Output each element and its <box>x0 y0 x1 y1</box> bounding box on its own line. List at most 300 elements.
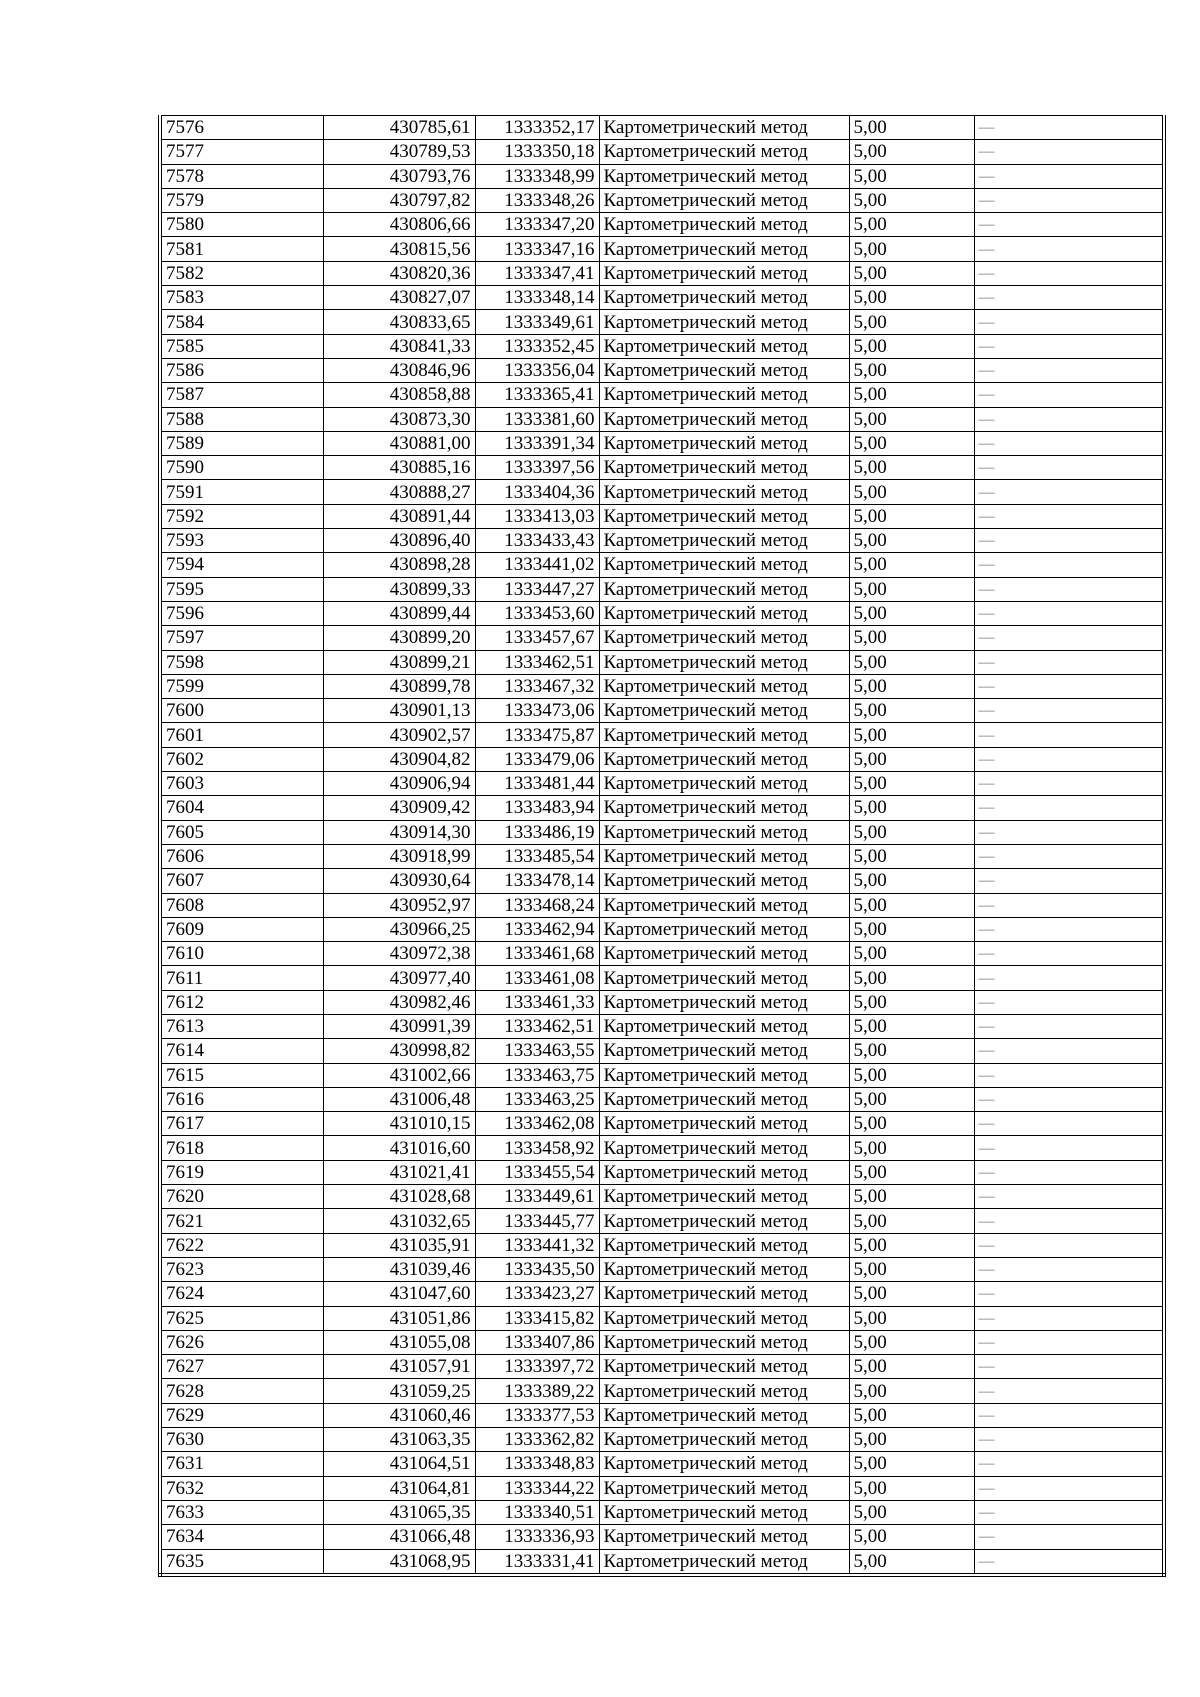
y-coordinate-cell: 1333445,77 <box>475 1209 599 1233</box>
note-cell: — <box>974 601 1164 625</box>
accuracy-cell: 5,00 <box>849 116 974 140</box>
table-row <box>160 1379 1164 1403</box>
table-row <box>160 1306 1164 1330</box>
accuracy-cell: 5,00 <box>849 1087 974 1111</box>
point-number-cell: 7632 <box>160 1476 323 1500</box>
table-row <box>160 164 1164 188</box>
accuracy-cell: 5,00 <box>849 1160 974 1184</box>
point-number-cell: 7610 <box>160 942 323 966</box>
y-coordinate-cell: 1333463,75 <box>475 1063 599 1087</box>
note-cell: — <box>974 310 1164 334</box>
table-row <box>160 1087 1164 1111</box>
y-coordinate-cell: 1333348,14 <box>475 286 599 310</box>
accuracy-cell: 5,00 <box>849 650 974 674</box>
coordinates-table <box>158 115 1166 1577</box>
y-coordinate-cell: 1333447,27 <box>475 577 599 601</box>
accuracy-cell: 5,00 <box>849 1063 974 1087</box>
x-coordinate-cell: 430899,78 <box>323 674 475 698</box>
method-cell: Картометрический метод <box>599 286 849 310</box>
y-coordinate-cell: 1333473,06 <box>475 699 599 723</box>
table-row <box>160 1403 1164 1427</box>
method-cell: Картометрический метод <box>599 650 849 674</box>
y-coordinate-cell: 1333457,67 <box>475 626 599 650</box>
accuracy-cell: 5,00 <box>849 747 974 771</box>
y-coordinate-cell: 1333365,41 <box>475 383 599 407</box>
x-coordinate-cell: 431039,46 <box>323 1257 475 1281</box>
point-number-cell: 7611 <box>160 966 323 990</box>
y-coordinate-cell: 1333413,03 <box>475 504 599 528</box>
method-cell: Картометрический метод <box>599 1403 849 1427</box>
point-number-cell: 7605 <box>160 820 323 844</box>
table-row <box>160 772 1164 796</box>
table-row <box>160 431 1164 455</box>
note-cell: — <box>974 577 1164 601</box>
y-coordinate-cell: 1333356,04 <box>475 358 599 382</box>
method-cell: Картометрический метод <box>599 529 849 553</box>
accuracy-cell: 5,00 <box>849 140 974 164</box>
method-cell: Картометрический метод <box>599 796 849 820</box>
y-coordinate-cell: 1333458,92 <box>475 1136 599 1160</box>
method-cell: Картометрический метод <box>599 1379 849 1403</box>
point-number-cell: 7619 <box>160 1160 323 1184</box>
accuracy-cell: 5,00 <box>849 626 974 650</box>
x-coordinate-cell: 430785,61 <box>323 116 475 140</box>
method-cell: Картометрический метод <box>599 577 849 601</box>
method-cell: Картометрический метод <box>599 164 849 188</box>
x-coordinate-cell: 430827,07 <box>323 286 475 310</box>
table-row <box>160 990 1164 1014</box>
x-coordinate-cell: 431063,35 <box>323 1428 475 1452</box>
accuracy-cell: 5,00 <box>849 1306 974 1330</box>
note-cell: — <box>974 772 1164 796</box>
note-cell: — <box>974 1379 1164 1403</box>
table-row <box>160 504 1164 528</box>
method-cell: Картометрический метод <box>599 407 849 431</box>
table-row <box>160 480 1164 504</box>
accuracy-cell: 5,00 <box>849 966 974 990</box>
table-row <box>160 1185 1164 1209</box>
y-coordinate-cell: 1333441,02 <box>475 553 599 577</box>
accuracy-cell: 5,00 <box>849 1039 974 1063</box>
accuracy-cell: 5,00 <box>849 407 974 431</box>
table-row <box>160 261 1164 285</box>
accuracy-cell: 5,00 <box>849 1185 974 1209</box>
x-coordinate-cell: 431002,66 <box>323 1063 475 1087</box>
accuracy-cell: 5,00 <box>849 1233 974 1257</box>
method-cell: Картометрический метод <box>599 480 849 504</box>
point-number-cell: 7633 <box>160 1500 323 1524</box>
y-coordinate-cell: 1333336,93 <box>475 1525 599 1549</box>
point-number-cell: 7580 <box>160 213 323 237</box>
note-cell: — <box>974 1014 1164 1038</box>
point-number-cell: 7595 <box>160 577 323 601</box>
note-cell: — <box>974 383 1164 407</box>
accuracy-cell: 5,00 <box>849 990 974 1014</box>
method-cell: Картометрический метод <box>599 1014 849 1038</box>
y-coordinate-cell: 1333347,16 <box>475 237 599 261</box>
method-cell: Картометрический метод <box>599 140 849 164</box>
y-coordinate-cell: 1333449,61 <box>475 1185 599 1209</box>
method-cell: Картометрический метод <box>599 820 849 844</box>
x-coordinate-cell: 430841,33 <box>323 334 475 358</box>
x-coordinate-cell: 431055,08 <box>323 1330 475 1354</box>
method-cell: Картометрический метод <box>599 990 849 1014</box>
point-number-cell: 7616 <box>160 1087 323 1111</box>
table-row <box>160 1209 1164 1233</box>
accuracy-cell: 5,00 <box>849 1525 974 1549</box>
method-cell: Картометрический метод <box>599 1306 849 1330</box>
y-coordinate-cell: 1333486,19 <box>475 820 599 844</box>
table-row <box>160 116 1164 140</box>
note-cell: — <box>974 699 1164 723</box>
note-cell: — <box>974 1452 1164 1476</box>
method-cell: Картометрический метод <box>599 456 849 480</box>
accuracy-cell: 5,00 <box>849 1452 974 1476</box>
table-row <box>160 334 1164 358</box>
table-row <box>160 1549 1164 1575</box>
note-cell: — <box>974 796 1164 820</box>
table-row <box>160 942 1164 966</box>
y-coordinate-cell: 1333461,68 <box>475 942 599 966</box>
x-coordinate-cell: 431057,91 <box>323 1355 475 1379</box>
x-coordinate-cell: 430793,76 <box>323 164 475 188</box>
table-row <box>160 553 1164 577</box>
x-coordinate-cell: 430820,36 <box>323 261 475 285</box>
table-row <box>160 1282 1164 1306</box>
note-cell: — <box>974 942 1164 966</box>
x-coordinate-cell: 430858,88 <box>323 383 475 407</box>
note-cell: — <box>974 1063 1164 1087</box>
accuracy-cell: 5,00 <box>849 772 974 796</box>
note-cell: — <box>974 626 1164 650</box>
method-cell: Картометрический метод <box>599 213 849 237</box>
table-row <box>160 1355 1164 1379</box>
note-cell: — <box>974 990 1164 1014</box>
y-coordinate-cell: 1333478,14 <box>475 869 599 893</box>
accuracy-cell: 5,00 <box>849 1112 974 1136</box>
accuracy-cell: 5,00 <box>849 1014 974 1038</box>
x-coordinate-cell: 430873,30 <box>323 407 475 431</box>
accuracy-cell: 5,00 <box>849 577 974 601</box>
x-coordinate-cell: 431021,41 <box>323 1160 475 1184</box>
method-cell: Картометрический метод <box>599 1452 849 1476</box>
y-coordinate-cell: 1333347,41 <box>475 261 599 285</box>
note-cell: — <box>974 1039 1164 1063</box>
method-cell: Картометрический метод <box>599 1476 849 1500</box>
note-cell: — <box>974 1330 1164 1354</box>
table-row <box>160 747 1164 771</box>
point-number-cell: 7584 <box>160 310 323 334</box>
point-number-cell: 7629 <box>160 1403 323 1427</box>
note-cell: — <box>974 261 1164 285</box>
y-coordinate-cell: 1333350,18 <box>475 140 599 164</box>
y-coordinate-cell: 1333404,36 <box>475 480 599 504</box>
point-number-cell: 7586 <box>160 358 323 382</box>
method-cell: Картометрический метод <box>599 772 849 796</box>
note-cell: — <box>974 1428 1164 1452</box>
point-number-cell: 7621 <box>160 1209 323 1233</box>
y-coordinate-cell: 1333415,82 <box>475 1306 599 1330</box>
method-cell: Картометрический метод <box>599 674 849 698</box>
point-number-cell: 7626 <box>160 1330 323 1354</box>
point-number-cell: 7624 <box>160 1282 323 1306</box>
note-cell: — <box>974 1355 1164 1379</box>
point-number-cell: 7582 <box>160 261 323 285</box>
x-coordinate-cell: 430885,16 <box>323 456 475 480</box>
note-cell: — <box>974 917 1164 941</box>
accuracy-cell: 5,00 <box>849 601 974 625</box>
point-number-cell: 7623 <box>160 1257 323 1281</box>
note-cell: — <box>974 1233 1164 1257</box>
note-cell: — <box>974 966 1164 990</box>
note-cell: — <box>974 1500 1164 1524</box>
point-number-cell: 7585 <box>160 334 323 358</box>
x-coordinate-cell: 431066,48 <box>323 1525 475 1549</box>
point-number-cell: 7614 <box>160 1039 323 1063</box>
accuracy-cell: 5,00 <box>849 942 974 966</box>
point-number-cell: 7583 <box>160 286 323 310</box>
y-coordinate-cell: 1333463,55 <box>475 1039 599 1063</box>
x-coordinate-cell: 430881,00 <box>323 431 475 455</box>
x-coordinate-cell: 430909,42 <box>323 796 475 820</box>
note-cell: — <box>974 1160 1164 1184</box>
note-cell: — <box>974 213 1164 237</box>
point-number-cell: 7600 <box>160 699 323 723</box>
point-number-cell: 7607 <box>160 869 323 893</box>
x-coordinate-cell: 430902,57 <box>323 723 475 747</box>
method-cell: Картометрический метод <box>599 358 849 382</box>
note-cell: — <box>974 1136 1164 1160</box>
note-cell: — <box>974 1282 1164 1306</box>
accuracy-cell: 5,00 <box>849 1355 974 1379</box>
table-row <box>160 1500 1164 1524</box>
point-number-cell: 7594 <box>160 553 323 577</box>
table-row <box>160 1014 1164 1038</box>
point-number-cell: 7617 <box>160 1112 323 1136</box>
table-row <box>160 577 1164 601</box>
note-cell: — <box>974 650 1164 674</box>
table-row <box>160 1233 1164 1257</box>
note-cell: — <box>974 1087 1164 1111</box>
accuracy-cell: 5,00 <box>849 286 974 310</box>
method-cell: Картометрический метод <box>599 966 849 990</box>
note-cell: — <box>974 334 1164 358</box>
x-coordinate-cell: 430904,82 <box>323 747 475 771</box>
x-coordinate-cell: 430998,82 <box>323 1039 475 1063</box>
note-cell: — <box>974 820 1164 844</box>
method-cell: Картометрический метод <box>599 723 849 747</box>
y-coordinate-cell: 1333348,83 <box>475 1452 599 1476</box>
note-cell: — <box>974 1549 1164 1575</box>
x-coordinate-cell: 431064,51 <box>323 1452 475 1476</box>
note-cell: — <box>974 358 1164 382</box>
point-number-cell: 7587 <box>160 383 323 407</box>
point-number-cell: 7609 <box>160 917 323 941</box>
point-number-cell: 7588 <box>160 407 323 431</box>
note-cell: — <box>974 188 1164 212</box>
table-row <box>160 213 1164 237</box>
x-coordinate-cell: 431064,81 <box>323 1476 475 1500</box>
accuracy-cell: 5,00 <box>849 1209 974 1233</box>
note-cell: — <box>974 286 1164 310</box>
x-coordinate-cell: 431028,68 <box>323 1185 475 1209</box>
accuracy-cell: 5,00 <box>849 188 974 212</box>
x-coordinate-cell: 430898,28 <box>323 553 475 577</box>
point-number-cell: 7577 <box>160 140 323 164</box>
method-cell: Картометрический метод <box>599 1525 849 1549</box>
table-row <box>160 358 1164 382</box>
y-coordinate-cell: 1333453,60 <box>475 601 599 625</box>
note-cell: — <box>974 237 1164 261</box>
note-cell: — <box>974 116 1164 140</box>
note-cell: — <box>974 1209 1164 1233</box>
x-coordinate-cell: 430891,44 <box>323 504 475 528</box>
method-cell: Картометрический метод <box>599 1112 849 1136</box>
method-cell: Картометрический метод <box>599 1209 849 1233</box>
accuracy-cell: 5,00 <box>849 431 974 455</box>
note-cell: — <box>974 1112 1164 1136</box>
accuracy-cell: 5,00 <box>849 213 974 237</box>
note-cell: — <box>974 553 1164 577</box>
table-row <box>160 1452 1164 1476</box>
table-row <box>160 820 1164 844</box>
note-cell: — <box>974 1185 1164 1209</box>
x-coordinate-cell: 430966,25 <box>323 917 475 941</box>
y-coordinate-cell: 1333344,22 <box>475 1476 599 1500</box>
y-coordinate-cell: 1333461,08 <box>475 966 599 990</box>
accuracy-cell: 5,00 <box>849 723 974 747</box>
method-cell: Картометрический метод <box>599 1428 849 1452</box>
table-row <box>160 1160 1164 1184</box>
table-row <box>160 917 1164 941</box>
table-row <box>160 1525 1164 1549</box>
method-cell: Картометрический метод <box>599 116 849 140</box>
x-coordinate-cell: 430899,33 <box>323 577 475 601</box>
table-row <box>160 1257 1164 1281</box>
x-coordinate-cell: 431032,65 <box>323 1209 475 1233</box>
x-coordinate-cell: 430918,99 <box>323 844 475 868</box>
point-number-cell: 7628 <box>160 1379 323 1403</box>
method-cell: Картометрический метод <box>599 1549 849 1575</box>
point-number-cell: 7590 <box>160 456 323 480</box>
method-cell: Картометрический метод <box>599 431 849 455</box>
y-coordinate-cell: 1333462,08 <box>475 1112 599 1136</box>
y-coordinate-cell: 1333331,41 <box>475 1549 599 1575</box>
x-coordinate-cell: 430896,40 <box>323 529 475 553</box>
accuracy-cell: 5,00 <box>849 529 974 553</box>
point-number-cell: 7603 <box>160 772 323 796</box>
x-coordinate-cell: 430899,21 <box>323 650 475 674</box>
y-coordinate-cell: 1333397,72 <box>475 1355 599 1379</box>
x-coordinate-cell: 431010,15 <box>323 1112 475 1136</box>
y-coordinate-cell: 1333441,32 <box>475 1233 599 1257</box>
accuracy-cell: 5,00 <box>849 820 974 844</box>
y-coordinate-cell: 1333455,54 <box>475 1160 599 1184</box>
accuracy-cell: 5,00 <box>849 796 974 820</box>
x-coordinate-cell: 431035,91 <box>323 1233 475 1257</box>
table-row <box>160 723 1164 747</box>
point-number-cell: 7598 <box>160 650 323 674</box>
table-row <box>160 966 1164 990</box>
y-coordinate-cell: 1333381,60 <box>475 407 599 431</box>
point-number-cell: 7601 <box>160 723 323 747</box>
y-coordinate-cell: 1333435,50 <box>475 1257 599 1281</box>
point-number-cell: 7606 <box>160 844 323 868</box>
method-cell: Картометрический метод <box>599 893 849 917</box>
x-coordinate-cell: 431059,25 <box>323 1379 475 1403</box>
method-cell: Картометрический метод <box>599 1160 849 1184</box>
note-cell: — <box>974 893 1164 917</box>
x-coordinate-cell: 430952,97 <box>323 893 475 917</box>
method-cell: Картометрический метод <box>599 699 849 723</box>
y-coordinate-cell: 1333349,61 <box>475 310 599 334</box>
x-coordinate-cell: 430899,20 <box>323 626 475 650</box>
point-number-cell: 7604 <box>160 796 323 820</box>
accuracy-cell: 5,00 <box>849 674 974 698</box>
table-row <box>160 601 1164 625</box>
method-cell: Картометрический метод <box>599 1355 849 1379</box>
accuracy-cell: 5,00 <box>849 1379 974 1403</box>
point-number-cell: 7618 <box>160 1136 323 1160</box>
y-coordinate-cell: 1333463,25 <box>475 1087 599 1111</box>
method-cell: Картометрический метод <box>599 844 849 868</box>
table-row <box>160 893 1164 917</box>
x-coordinate-cell: 430888,27 <box>323 480 475 504</box>
x-coordinate-cell: 430789,53 <box>323 140 475 164</box>
point-number-cell: 7612 <box>160 990 323 1014</box>
accuracy-cell: 5,00 <box>849 310 974 334</box>
x-coordinate-cell: 430906,94 <box>323 772 475 796</box>
accuracy-cell: 5,00 <box>849 553 974 577</box>
accuracy-cell: 5,00 <box>849 456 974 480</box>
table-row <box>160 1428 1164 1452</box>
note-cell: — <box>974 1476 1164 1500</box>
x-coordinate-cell: 430846,96 <box>323 358 475 382</box>
table-row <box>160 237 1164 261</box>
note-cell: — <box>974 164 1164 188</box>
table-row <box>160 140 1164 164</box>
note-cell: — <box>974 1403 1164 1427</box>
y-coordinate-cell: 1333352,17 <box>475 116 599 140</box>
method-cell: Картометрический метод <box>599 553 849 577</box>
accuracy-cell: 5,00 <box>849 383 974 407</box>
point-number-cell: 7602 <box>160 747 323 771</box>
note-cell: — <box>974 674 1164 698</box>
point-number-cell: 7597 <box>160 626 323 650</box>
accuracy-cell: 5,00 <box>849 504 974 528</box>
y-coordinate-cell: 1333468,24 <box>475 893 599 917</box>
method-cell: Картометрический метод <box>599 310 849 334</box>
method-cell: Картометрический метод <box>599 626 849 650</box>
table-row <box>160 1063 1164 1087</box>
method-cell: Картометрический метод <box>599 747 849 771</box>
table-row <box>160 188 1164 212</box>
y-coordinate-cell: 1333348,26 <box>475 188 599 212</box>
table-row <box>160 844 1164 868</box>
table-row <box>160 529 1164 553</box>
accuracy-cell: 5,00 <box>849 1476 974 1500</box>
accuracy-cell: 5,00 <box>849 1428 974 1452</box>
point-number-cell: 7622 <box>160 1233 323 1257</box>
method-cell: Картометрический метод <box>599 1282 849 1306</box>
method-cell: Картометрический метод <box>599 1039 849 1063</box>
accuracy-cell: 5,00 <box>849 699 974 723</box>
table-row <box>160 1476 1164 1500</box>
method-cell: Картометрический метод <box>599 1257 849 1281</box>
point-number-cell: 7589 <box>160 431 323 455</box>
point-number-cell: 7634 <box>160 1525 323 1549</box>
x-coordinate-cell: 430833,65 <box>323 310 475 334</box>
